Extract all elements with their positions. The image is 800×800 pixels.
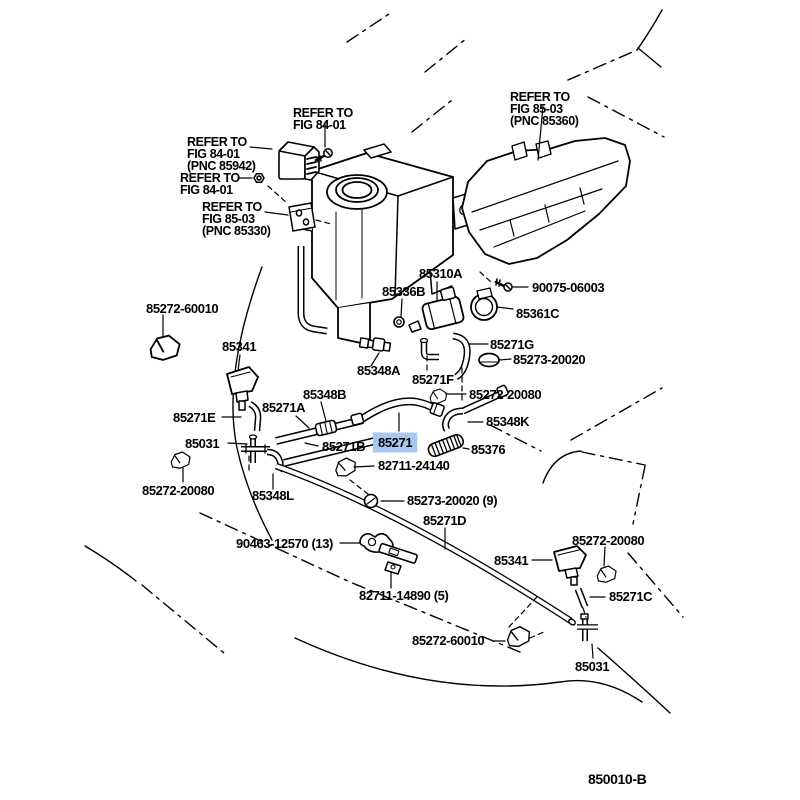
part-label-85272-60010[interactable]: 85272-60010 bbox=[412, 633, 485, 648]
part-label-82711-24140[interactable]: 82711-24140 bbox=[378, 458, 450, 473]
part-label-90075-06003[interactable]: 90075-06003 bbox=[532, 280, 605, 295]
part-label-85361c[interactable]: 85361C bbox=[516, 306, 560, 321]
part-label-85348b[interactable]: 85348B bbox=[303, 387, 347, 402]
note-fig84-left: REFER TO FIG 84-01 (PNC 85942) bbox=[187, 135, 256, 173]
note-fig85-03-left: REFER TO FIG 85-03 (PNC 85330) bbox=[202, 200, 271, 238]
grommet-oval-icon bbox=[479, 354, 499, 367]
part-label-85271e[interactable]: 85271E bbox=[173, 410, 216, 425]
part-label-85341[interactable]: 85341 bbox=[494, 553, 529, 568]
part-label-85336b[interactable]: 85336B bbox=[382, 284, 426, 299]
part-label-85273-20020[interactable]: 85273-20020 bbox=[513, 352, 586, 367]
part-label-85272-20080[interactable]: 85272-20080 bbox=[142, 483, 215, 498]
part-label-85348k[interactable]: 85348K bbox=[486, 414, 530, 429]
part-label-85272-60010[interactable]: 85272-60010 bbox=[146, 301, 219, 316]
nut-icon bbox=[254, 174, 264, 183]
part-label-85348a[interactable]: 85348A bbox=[357, 363, 401, 378]
part-label-85271f[interactable]: 85271F bbox=[412, 372, 454, 387]
part-label-85273-20020-9[interactable]: 85273-20020 (9) bbox=[407, 493, 498, 508]
note-fig85-03-right: REFER TO FIG 85-03 (PNC 85360) bbox=[510, 90, 579, 128]
part-label-85031[interactable]: 85031 bbox=[575, 659, 610, 674]
part-label-85341[interactable]: 85341 bbox=[222, 339, 257, 354]
note-fig84-left2: REFER TO FIG 84-01 bbox=[180, 171, 240, 197]
part-label-85272-20080[interactable]: 85272-20080 bbox=[572, 533, 645, 548]
note-fig84-top: REFER TO FIG 84-01 bbox=[293, 106, 353, 132]
part-label-82711-14890-5[interactable]: 82711-14890 (5) bbox=[359, 588, 449, 603]
grommet-icon bbox=[394, 317, 404, 327]
part-label-85271c[interactable]: 85271C bbox=[609, 589, 653, 604]
part-label-85271d[interactable]: 85271D bbox=[423, 513, 467, 528]
part-label-85348l[interactable]: 85348L bbox=[252, 488, 294, 503]
part-label-85376[interactable]: 85376 bbox=[471, 442, 506, 457]
part-label-85271a[interactable]: 85271A bbox=[262, 400, 306, 415]
part-label-85310a[interactable]: 85310A bbox=[419, 266, 463, 281]
part-label-85271[interactable]: 85271 bbox=[378, 435, 413, 450]
part-label-90463-12570-13[interactable]: 90463-12570 (13) bbox=[236, 536, 333, 551]
part-label-85271g[interactable]: 85271G bbox=[490, 337, 534, 352]
ecu-box-drawing bbox=[279, 142, 319, 180]
part-label-85272-20080[interactable]: 85272-20080 bbox=[469, 387, 542, 402]
figure-code: 850010-B bbox=[588, 771, 647, 787]
part-label-85031[interactable]: 85031 bbox=[185, 436, 220, 451]
part-label-85271b[interactable]: 85271B bbox=[322, 439, 366, 454]
bracket-plate-icon bbox=[289, 203, 315, 231]
